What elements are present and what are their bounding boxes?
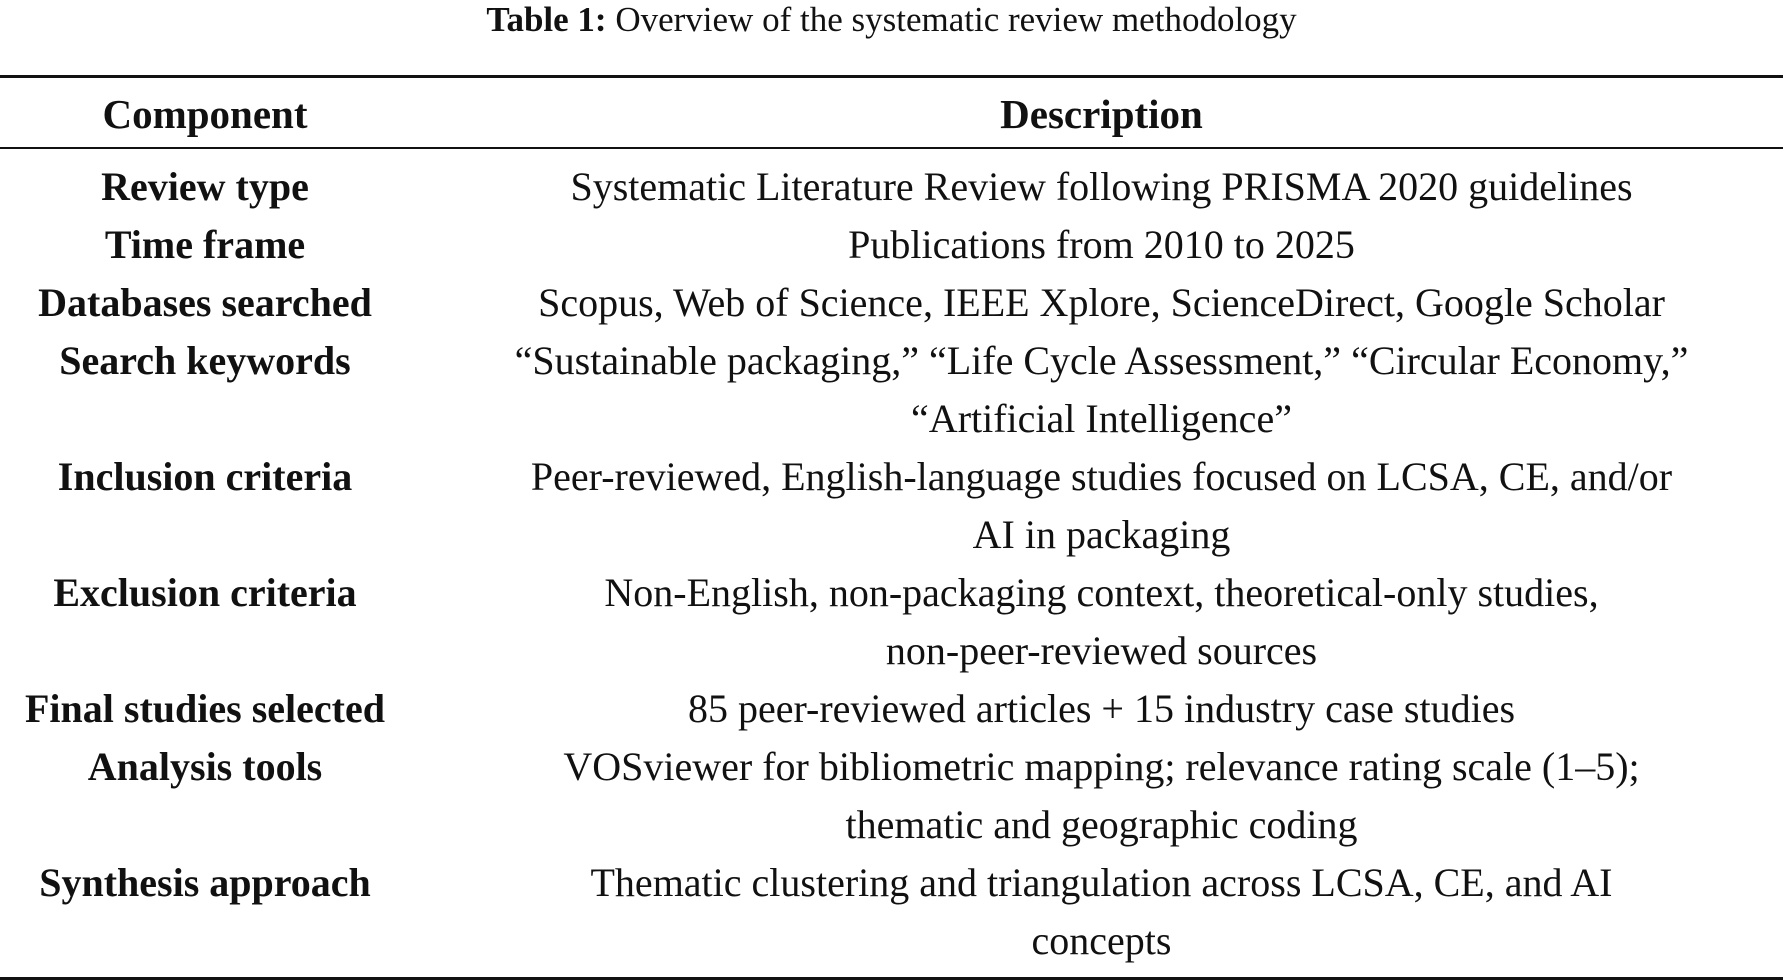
row-description-line: “Sustainable packaging,” “Life Cycle Assessment,” “Circular Economy,” (514, 338, 1689, 383)
header-description: Description (1000, 91, 1203, 137)
row-description-line: AI in packaging (972, 512, 1231, 557)
row-description-line: “Artificial Intelligence” (911, 396, 1292, 441)
row-component-cell: Search keywords (59, 338, 351, 383)
row-description-line: concepts (1031, 918, 1172, 963)
row-description-line: Publications from 2010 to 2025 (848, 222, 1355, 267)
table-caption (0, 0, 1783, 40)
row-component-cell: Inclusion criteria (57, 454, 353, 499)
table-caption-text: Overview of the systematic review methodology (615, 0, 1297, 39)
row-description-line: Peer-reviewed, English-language studies focused on LCSA, CE, and/or (530, 454, 1673, 499)
table-header-row (0, 78, 1783, 147)
header-component: Component (102, 91, 308, 137)
table-row (0, 274, 1783, 332)
table-row (0, 448, 1783, 564)
table-header-rule (0, 147, 1783, 149)
row-description-cell (420, 738, 1783, 854)
row-component-cell: Exclusion criteria (53, 570, 357, 615)
row-description-cell (420, 448, 1783, 564)
table-row (0, 158, 1783, 216)
table-caption-label: Table 1: (486, 0, 607, 39)
row-component-cell: Synthesis approach (39, 860, 371, 905)
table-row (0, 738, 1783, 854)
row-description-line: non-peer-reviewed sources (885, 628, 1318, 673)
row-description-cell (420, 216, 1783, 274)
row-component-cell: Databases searched (38, 280, 372, 325)
row-description-line: VOSviewer for bibliometric mapping; relevance rating scale (1–5); (563, 744, 1640, 789)
table-row (0, 216, 1783, 274)
table-row (0, 332, 1783, 448)
row-description-cell (420, 158, 1783, 216)
row-component-cell: Review type (101, 164, 309, 209)
row-description-line: Systematic Literature Review following PRISMA 2020 guidelines (570, 164, 1633, 209)
row-description-line: thematic and geographic coding (845, 802, 1358, 847)
row-description-line: Scopus, Web of Science, IEEE Xplore, ScienceDirect, Google Scholar (538, 280, 1665, 325)
table-body (0, 158, 1783, 970)
row-description-line: Thematic clustering and triangulation across LCSA, CE, and AI (590, 860, 1613, 905)
row-component-cell: Analysis tools (87, 744, 323, 789)
row-component-cell: Final studies selected (25, 686, 385, 731)
row-description-cell (420, 854, 1783, 970)
row-description-cell (420, 564, 1783, 680)
row-description-cell (420, 680, 1783, 738)
row-component-cell: Time frame (104, 222, 306, 267)
row-description-line: Non-English, non-packaging context, theoretical-only studies, (604, 570, 1599, 615)
row-description-line: 85 peer-reviewed articles + 15 industry case studies (687, 686, 1516, 731)
table-row (0, 854, 1783, 970)
table-row (0, 680, 1783, 738)
row-description-cell (420, 274, 1783, 332)
table-row (0, 564, 1783, 680)
row-description-cell (420, 332, 1783, 448)
